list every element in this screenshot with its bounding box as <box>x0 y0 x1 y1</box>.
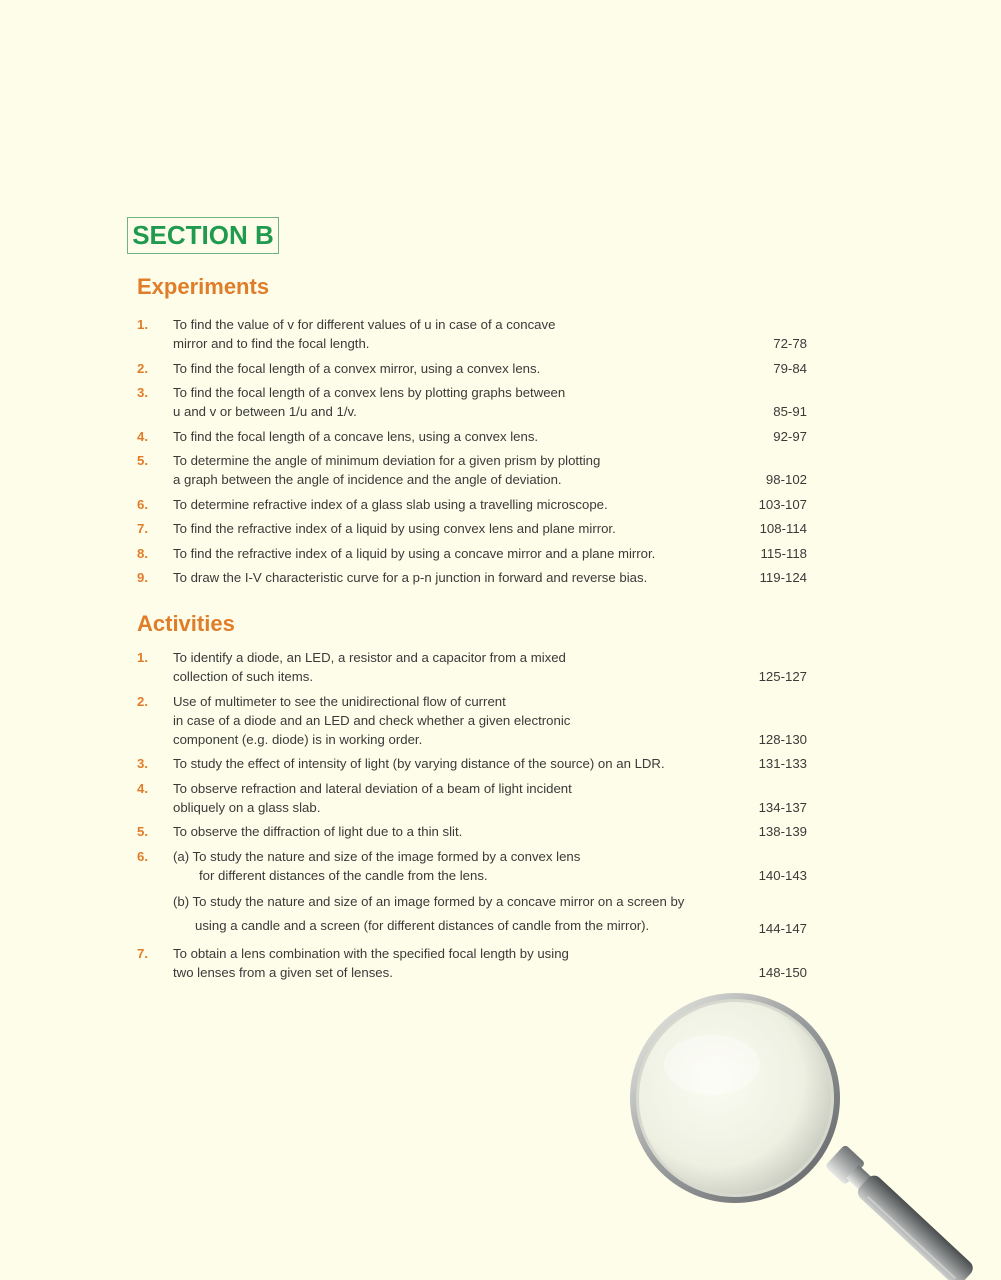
page-range: 92-97 <box>773 428 807 444</box>
item-number: 3. <box>137 385 148 400</box>
item-text <box>173 495 737 514</box>
item-text-line: (b) To study the nature and size of an image formed by a concave mirror on a screen by <box>173 894 685 909</box>
activity-item <box>137 847 807 885</box>
item-text <box>173 568 737 587</box>
item-text <box>173 648 737 686</box>
page-range: 72-78 <box>773 336 807 351</box>
item-text-line: To find the focal length of a concave lens, using a convex lens. <box>173 428 539 444</box>
item-text-line: collection of such items. <box>173 669 313 684</box>
item-text-line: obliquely on a glass slab. <box>173 799 321 815</box>
page-range: 85-91 <box>773 404 807 419</box>
page-range: 148-150 <box>758 964 807 980</box>
experiment-item <box>137 568 807 587</box>
item-text-line: To observe refraction and lateral deviation of a beam of light incident <box>173 780 572 796</box>
activity-item <box>137 944 807 982</box>
experiment-item <box>137 427 807 446</box>
activity-item <box>137 648 807 686</box>
item-text-line: To identify a diode, an LED, a resistor and a capacitor from a mixed <box>173 650 566 665</box>
section-title-box <box>127 217 279 254</box>
activities-list <box>137 648 807 987</box>
item-text-line: (a) To study the nature and size of the image formed by a convex lens <box>173 848 581 864</box>
activity-item <box>137 754 807 773</box>
item-number: 7. <box>137 945 148 961</box>
page-range: 108-114 <box>759 521 807 536</box>
item-text-line: To study the effect of intensity of light (by varying distance of the source) on an LDR. <box>173 756 665 771</box>
item-text <box>173 890 737 938</box>
item-text <box>173 383 737 421</box>
experiment-item <box>137 451 807 489</box>
item-number: 2. <box>137 693 148 709</box>
item-number: 9. <box>137 570 148 585</box>
item-text <box>173 519 737 538</box>
section-title: SECTION B <box>132 220 274 250</box>
item-text <box>173 822 737 841</box>
page-range: 115-118 <box>760 545 807 561</box>
item-text-line: To find the focal length of a convex lens by plotting graphs between <box>173 385 566 400</box>
activity-item <box>137 890 807 938</box>
item-text-line: To obtain a lens combination with the specified focal length by using <box>173 945 569 961</box>
item-number: 5. <box>137 824 148 839</box>
activity-item <box>137 779 807 817</box>
item-text <box>173 359 737 378</box>
experiment-item <box>137 359 807 378</box>
item-text-line: To determine refractive index of a glass slab using a travelling microscope. <box>173 496 608 512</box>
experiment-item <box>137 519 807 538</box>
item-text-line: To find the refractive index of a liquid by using convex lens and plane mirror. <box>173 521 616 536</box>
item-text-line: To observe the diffraction of light due to a thin slit. <box>173 824 463 839</box>
item-text-line: in case of a diode and an LED and check whether a given electronic <box>173 712 571 728</box>
item-text-line: a graph between the angle of incidence and the angle of deviation. <box>173 472 562 487</box>
experiments-list <box>137 315 807 593</box>
activity-item <box>137 692 807 749</box>
page-range: 131-133 <box>758 756 807 771</box>
item-number: 2. <box>137 360 148 376</box>
item-number: 5. <box>137 453 148 468</box>
page-range: 79-84 <box>773 360 807 376</box>
item-text-line: To find the refractive index of a liquid by using a concave mirror and a plane mirror. <box>173 545 656 561</box>
item-text <box>173 427 737 446</box>
item-text-line: component (e.g. diode) is in working order. <box>173 731 423 747</box>
item-text <box>173 544 737 563</box>
page-range: 128-130 <box>758 731 807 747</box>
item-text-line: To find the focal length of a convex mirror, using a convex lens. <box>173 360 541 376</box>
page-range: 125-127 <box>758 669 807 684</box>
item-number: 1. <box>137 650 148 665</box>
activities-heading: Activities <box>137 611 235 636</box>
item-text <box>173 315 737 353</box>
item-text-line: for different distances of the candle from the lens. <box>199 867 488 883</box>
item-text <box>173 754 737 773</box>
item-number: 1. <box>137 317 148 332</box>
item-text <box>173 692 737 749</box>
item-text-line: Use of multimeter to see the unidirectional flow of current <box>173 693 506 709</box>
experiment-item <box>137 383 807 421</box>
item-text <box>173 944 737 982</box>
item-text-line: mirror and to find the focal length. <box>173 336 370 351</box>
page-range: 144-147 <box>758 921 807 936</box>
item-text-line: To find the value of v for different values of u in case of a concave <box>173 317 556 332</box>
experiments-heading: Experiments <box>137 274 270 299</box>
item-number: 8. <box>137 545 148 561</box>
page-range: 140-143 <box>758 867 807 883</box>
item-text <box>173 847 737 885</box>
item-text-line: To determine the angle of minimum deviation for a given prism by plotting <box>173 453 601 468</box>
activity-item <box>137 822 807 841</box>
experiment-item <box>137 544 807 563</box>
item-text-line: To draw the I-V characteristic curve for a p-n junction in forward and reverse bias. <box>173 570 648 585</box>
page-range: 98-102 <box>765 472 807 487</box>
page-range: 134-137 <box>758 799 807 815</box>
item-text-line: using a candle and a screen (for different distances of candle from the mirror). <box>195 918 650 933</box>
item-text <box>173 779 737 817</box>
item-text <box>173 451 737 489</box>
experiment-item <box>137 315 807 353</box>
experiment-item <box>137 495 807 514</box>
magnifying-glass-icon <box>600 985 1001 1280</box>
item-text-line: u and v or between 1/u and 1/v. <box>173 404 357 419</box>
item-text-line: two lenses from a given set of lenses. <box>173 964 393 980</box>
item-number: 6. <box>137 496 148 512</box>
item-number: 4. <box>137 428 148 444</box>
item-number: 7. <box>137 521 148 536</box>
page-range: 138-139 <box>758 824 807 839</box>
item-number: 6. <box>137 848 148 864</box>
page-range: 103-107 <box>758 496 807 512</box>
page-range: 119-124 <box>759 570 807 585</box>
item-number: 3. <box>137 756 148 771</box>
item-number: 4. <box>137 780 148 796</box>
